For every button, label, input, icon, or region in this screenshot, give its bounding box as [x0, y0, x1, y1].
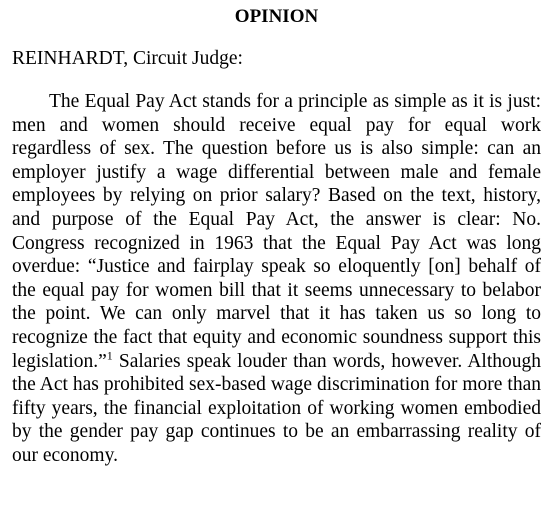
paragraph-text-part2: Salaries speak louder than words, however. Although the Act has prohibited sex-based wage discrimination for more than fifty years, the financial exploitation of working women embodied by the gender pay gap continues to be an embarrassing reality of our economy.	[12, 350, 541, 466]
judge-attribution: REINHARDT, Circuit Judge:	[12, 48, 243, 69]
opinion-heading: OPINION	[234, 6, 319, 27]
paragraph-text-part1: The Equal Pay Act stands for a principle as simple as it is just: men and women should receive equal pay for equal work regardless of sex. The question before us is also simple: can an employer justify a wage differential between male and female employees by relying on prior salary? Based on the text, history, and purpose of the Equal Pay Act, the answer is clear: No. Congress recognized in 1963 that the Equal Pay Act was long overdue: “Justice and fairplay speak so eloquently [on] behalf of the equal pay for women bill that it seems unnecessary to belabor the point. We can only marvel that it has taken us so long to recognize the fact that equity and economic soundness support this legislation.”	[12, 91, 541, 372]
footnote-marker[interactable]: 1	[106, 348, 113, 363]
opinion-paragraph	[12, 90, 541, 468]
